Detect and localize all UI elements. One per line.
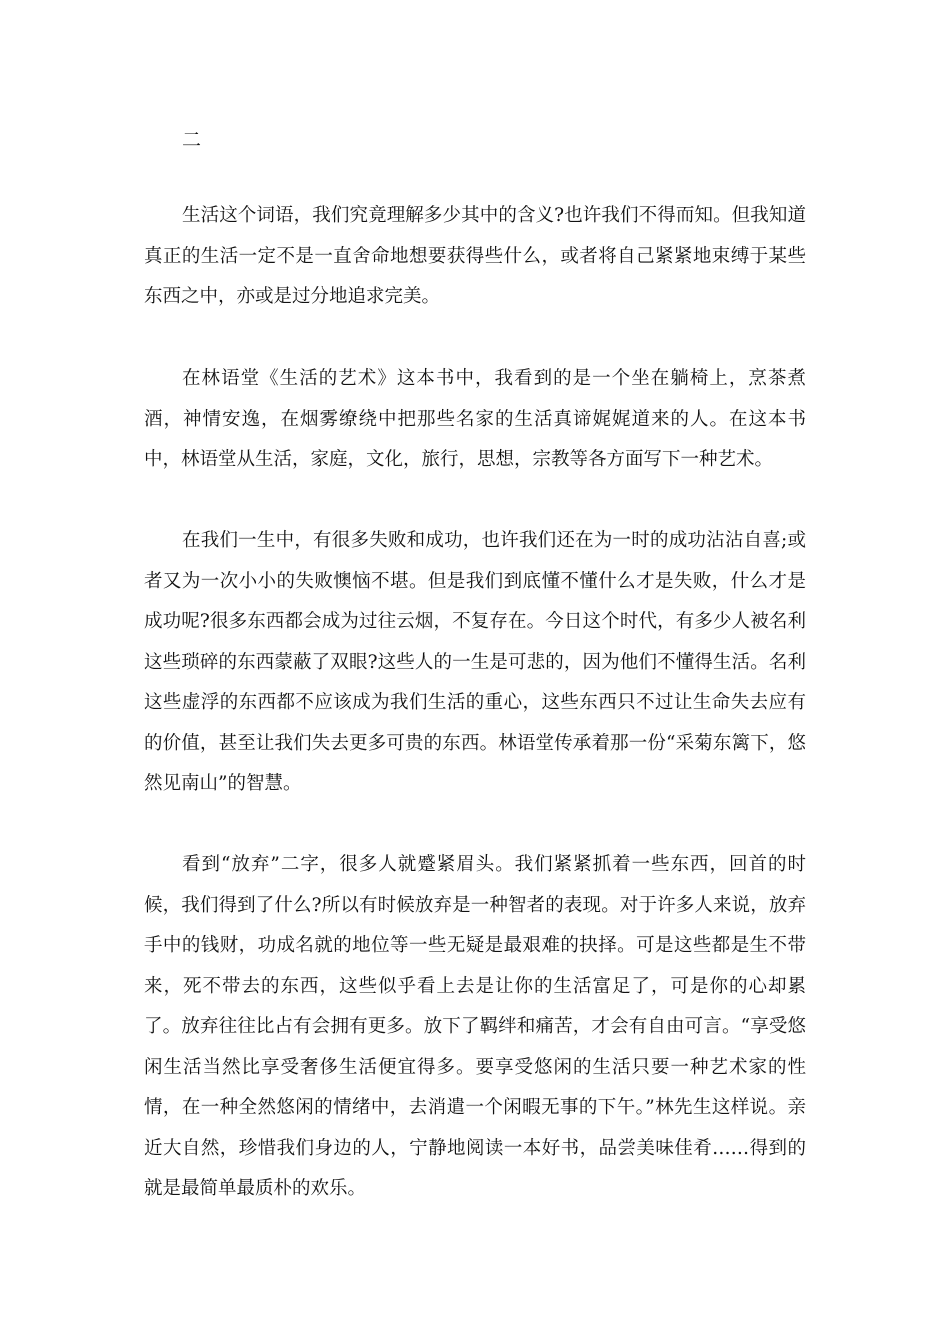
paragraph-3: 在我们一生中，有很多失败和成功，也许我们还在为一时的成功沾沾自喜;或者又为一次小小的失败懊恼不堪。但是我们到底懂不懂什么才是失败，什么才是成功呢?很多东西都会成为过往云烟，不复存在。今日这个时代，有多少人被名利这些琐碎的东西蒙蔽了双眼?这些人的一生是可悲的，因为他们不懂得生活。名利这些虚浮的东西都不应该成为我们生活的重心，这些东西只不过让生命失去应有的价值，甚至让我们失去更多可贵的东西。林语堂传承着那一份“采菊东篱下，悠然见南山”的智慧。 (144, 530, 806, 794)
section-heading: 二 (182, 129, 202, 151)
paragraph-2: 在林语堂《生活的艺术》这本书中，我看到的是一个坐在躺椅上，烹茶煮酒，神情安逸，在烟雾缭绕中把那些名家的生活真谛娓娓道来的人。在这本书中，林语堂从生活，家庭，文化，旅行，思想，宗教等各方面写下一种艺术。 (144, 368, 806, 470)
paragraph-1: 生活这个词语，我们究竟理解多少其中的含义?也许我们不得而知。但我知道真正的生活一定不是一直舍命地想要获得些什么，或者将自己紧紧地束缚于某些东西之中，亦或是过分地追求完美。 (144, 205, 806, 307)
paragraph-4: 看到“放弃”二字，很多人就蹙紧眉头。我们紧紧抓着一些东西，回首的时候，我们得到了什么?所以有时候放弃是一种智者的表现。对于许多人来说，放弃手中的钱财，功成名就的地位等一些无疑是最艰难的抉择。可是这些都是生不带来，死不带去的东西，这些似乎看上去是让你的生活富足了，可是你的心却累了。放弃往往比占有会拥有更多。放下了羁绊和痛苦，才会有自由可言。“享受悠闲生活当然比享受奢侈生活便宜得多。要享受悠闲的生活只要一种艺术家的性情，在一种全然悠闲的情绪中，去消遣一个闲暇无事的下午。”林先生这样说。亲近大自然，珍惜我们身边的人，宁静地阅读一本好书，品尝美味佳肴……得到的就是最简单最质朴的欢乐。 (144, 854, 806, 1199)
